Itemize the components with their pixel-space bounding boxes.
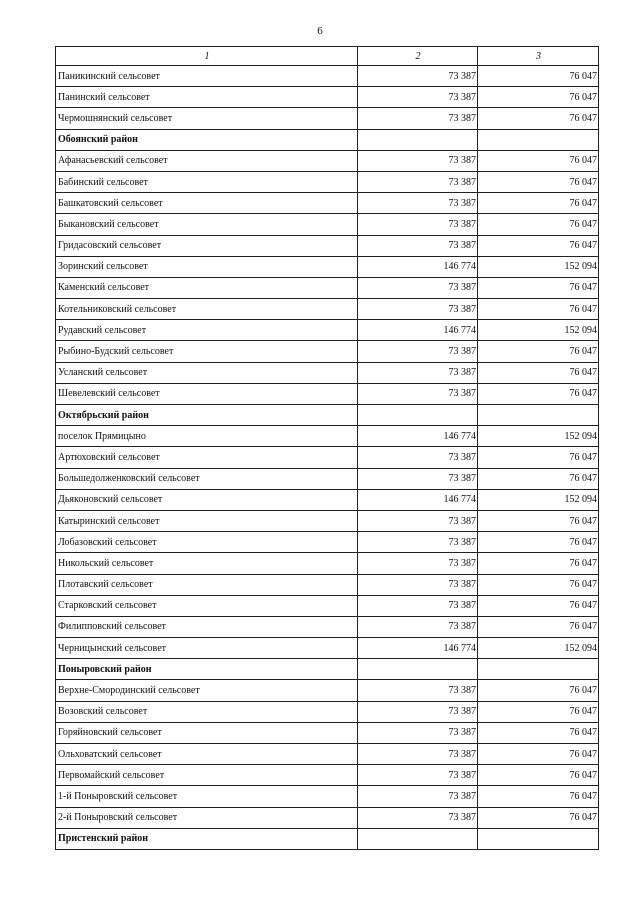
district-name: Поныровский район xyxy=(56,659,358,680)
amount-column-2: 73 387 xyxy=(358,574,478,595)
table-row xyxy=(56,171,599,192)
amount-column-3 xyxy=(478,828,599,849)
amount-column-2: 73 387 xyxy=(358,171,478,192)
amount-column-2: 146 774 xyxy=(358,489,478,510)
amount-column-2: 73 387 xyxy=(358,468,478,489)
allocation-table xyxy=(55,46,599,850)
amount-column-3: 152 094 xyxy=(478,426,599,447)
amount-column-3: 76 047 xyxy=(478,553,599,574)
district-name: Октябрьский район xyxy=(56,405,358,426)
district-name: Пристенский район xyxy=(56,828,358,849)
amount-column-2: 73 387 xyxy=(358,193,478,214)
amount-column-3: 76 047 xyxy=(478,341,599,362)
page-number: 6 xyxy=(317,25,323,37)
settlement-name: Горяйновский сельсовет xyxy=(56,722,358,743)
amount-column-2: 73 387 xyxy=(358,680,478,701)
amount-column-2: 73 387 xyxy=(358,701,478,722)
amount-column-3: 76 047 xyxy=(478,193,599,214)
district-header-row xyxy=(56,129,599,150)
amount-column-3: 152 094 xyxy=(478,489,599,510)
amount-column-3: 76 047 xyxy=(478,510,599,531)
table-row xyxy=(56,299,599,320)
amount-column-3: 76 047 xyxy=(478,468,599,489)
amount-column-3: 76 047 xyxy=(478,87,599,108)
settlement-name: Каменский сельсовет xyxy=(56,277,358,298)
amount-column-2: 146 774 xyxy=(358,426,478,447)
table-row xyxy=(56,638,599,659)
district-header-row xyxy=(56,659,599,680)
amount-column-3: 76 047 xyxy=(478,532,599,553)
amount-column-2: 73 387 xyxy=(358,786,478,807)
amount-column-2: 73 387 xyxy=(358,722,478,743)
settlement-name: Первомайский сельсовет xyxy=(56,765,358,786)
table-row xyxy=(56,320,599,341)
amount-column-2: 73 387 xyxy=(358,744,478,765)
amount-column-2: 73 387 xyxy=(358,66,478,87)
amount-column-3: 152 094 xyxy=(478,256,599,277)
amount-column-3 xyxy=(478,129,599,150)
amount-column-3: 76 047 xyxy=(478,765,599,786)
amount-column-2 xyxy=(358,659,478,680)
amount-column-3: 76 047 xyxy=(478,150,599,171)
column-header-3: 3 xyxy=(478,47,599,66)
settlement-name: Рудавский сельсовет xyxy=(56,320,358,341)
amount-column-3: 76 047 xyxy=(478,447,599,468)
amount-column-3: 152 094 xyxy=(478,638,599,659)
table-row xyxy=(56,362,599,383)
table-row xyxy=(56,807,599,828)
settlement-name: 1-й Поныровский сельсовет xyxy=(56,786,358,807)
table-row xyxy=(56,595,599,616)
table-row xyxy=(56,765,599,786)
amount-column-2: 73 387 xyxy=(358,616,478,637)
amount-column-3: 76 047 xyxy=(478,574,599,595)
amount-column-2: 146 774 xyxy=(358,256,478,277)
amount-column-3: 152 094 xyxy=(478,320,599,341)
amount-column-3 xyxy=(478,405,599,426)
amount-column-2: 73 387 xyxy=(358,214,478,235)
amount-column-2: 73 387 xyxy=(358,299,478,320)
amount-column-2: 73 387 xyxy=(358,553,478,574)
settlement-name: Усланский сельсовет xyxy=(56,362,358,383)
table-row xyxy=(56,214,599,235)
table-row xyxy=(56,744,599,765)
column-header-1: 1 xyxy=(56,47,358,66)
amount-column-3: 76 047 xyxy=(478,595,599,616)
amount-column-3: 76 047 xyxy=(478,701,599,722)
amount-column-3: 76 047 xyxy=(478,786,599,807)
table-row xyxy=(56,786,599,807)
table-row xyxy=(56,277,599,298)
table-row xyxy=(56,426,599,447)
amount-column-2: 73 387 xyxy=(358,108,478,129)
settlement-name: Верхне-Смородинский сельсовет xyxy=(56,680,358,701)
table-row xyxy=(56,150,599,171)
table-row xyxy=(56,680,599,701)
amount-column-2 xyxy=(358,828,478,849)
settlement-name: Лобазовский сельсовет xyxy=(56,532,358,553)
district-header-row xyxy=(56,828,599,849)
settlement-name: Никольский сельсовет xyxy=(56,553,358,574)
settlement-name: Филипповский сельсовет xyxy=(56,616,358,637)
table-row xyxy=(56,108,599,129)
table-row xyxy=(56,616,599,637)
settlement-name: Быкановский сельсовет xyxy=(56,214,358,235)
settlement-name: Плотавский сельсовет xyxy=(56,574,358,595)
table-row xyxy=(56,256,599,277)
amount-column-2: 73 387 xyxy=(358,341,478,362)
header-row xyxy=(56,47,599,66)
table-row xyxy=(56,553,599,574)
amount-column-2: 73 387 xyxy=(358,150,478,171)
amount-column-3: 76 047 xyxy=(478,744,599,765)
settlement-name: Катыринский сельсовет xyxy=(56,510,358,531)
table-row xyxy=(56,510,599,531)
table-row xyxy=(56,722,599,743)
amount-column-2: 73 387 xyxy=(358,362,478,383)
settlement-name: Афанасьевский сельсовет xyxy=(56,150,358,171)
settlement-name: Зоринский сельсовет xyxy=(56,256,358,277)
table-row xyxy=(56,193,599,214)
amount-column-3: 76 047 xyxy=(478,277,599,298)
settlement-name: Черницынский сельсовет xyxy=(56,638,358,659)
settlement-name: поселок Прямицыно xyxy=(56,426,358,447)
settlement-name: Дьяконовский сельсовет xyxy=(56,489,358,510)
settlement-name: Возовский сельсовет xyxy=(56,701,358,722)
settlement-name: 2-й Поныровский сельсовет xyxy=(56,807,358,828)
table-row xyxy=(56,341,599,362)
settlement-name: Панинский сельсовет xyxy=(56,87,358,108)
settlement-name: Гридасовский сельсовет xyxy=(56,235,358,256)
settlement-name: Большедолженковский сельсовет xyxy=(56,468,358,489)
amount-column-2: 73 387 xyxy=(358,447,478,468)
amount-column-2: 73 387 xyxy=(358,510,478,531)
amount-column-2: 73 387 xyxy=(358,235,478,256)
table-row xyxy=(56,468,599,489)
settlement-name: Чермошнянский сельсовет xyxy=(56,108,358,129)
amount-column-3: 76 047 xyxy=(478,214,599,235)
amount-column-3: 76 047 xyxy=(478,383,599,404)
amount-column-3: 76 047 xyxy=(478,807,599,828)
table-row xyxy=(56,701,599,722)
settlement-name: Старковский сельсовет xyxy=(56,595,358,616)
amount-column-3: 76 047 xyxy=(478,66,599,87)
amount-column-3: 76 047 xyxy=(478,680,599,701)
amount-column-3: 76 047 xyxy=(478,362,599,383)
amount-column-2: 73 387 xyxy=(358,807,478,828)
table-body xyxy=(56,66,599,850)
table-row xyxy=(56,66,599,87)
amount-column-2: 73 387 xyxy=(358,277,478,298)
amount-column-2: 146 774 xyxy=(358,320,478,341)
amount-column-3: 76 047 xyxy=(478,299,599,320)
amount-column-3 xyxy=(478,659,599,680)
settlement-name: Артюховский сельсовет xyxy=(56,447,358,468)
settlement-name: Шевелевский сельсовет xyxy=(56,383,358,404)
table-row xyxy=(56,574,599,595)
amount-column-3: 76 047 xyxy=(478,171,599,192)
column-header-2: 2 xyxy=(358,47,478,66)
amount-column-3: 76 047 xyxy=(478,235,599,256)
amount-column-3: 76 047 xyxy=(478,722,599,743)
settlement-name: Рыбино-Будский сельсовет xyxy=(56,341,358,362)
amount-column-3: 76 047 xyxy=(478,108,599,129)
amount-column-2: 73 387 xyxy=(358,383,478,404)
settlement-name: Котельниковский сельсовет xyxy=(56,299,358,320)
table-row xyxy=(56,87,599,108)
table-row xyxy=(56,489,599,510)
district-header-row xyxy=(56,405,599,426)
amount-column-2: 73 387 xyxy=(358,595,478,616)
amount-column-3: 76 047 xyxy=(478,616,599,637)
table-row xyxy=(56,235,599,256)
settlement-name: Паникинский сельсовет xyxy=(56,66,358,87)
table-row xyxy=(56,532,599,553)
amount-column-2 xyxy=(358,129,478,150)
amount-column-2 xyxy=(358,405,478,426)
district-name: Обоянский район xyxy=(56,129,358,150)
settlement-name: Ольховатский сельсовет xyxy=(56,744,358,765)
amount-column-2: 146 774 xyxy=(358,638,478,659)
table-row xyxy=(56,447,599,468)
table-row xyxy=(56,383,599,404)
amount-column-2: 73 387 xyxy=(358,532,478,553)
settlement-name: Бабинский сельсовет xyxy=(56,171,358,192)
amount-column-2: 73 387 xyxy=(358,765,478,786)
table-header xyxy=(56,47,599,66)
settlement-name: Башкатовский сельсовет xyxy=(56,193,358,214)
amount-column-2: 73 387 xyxy=(358,87,478,108)
